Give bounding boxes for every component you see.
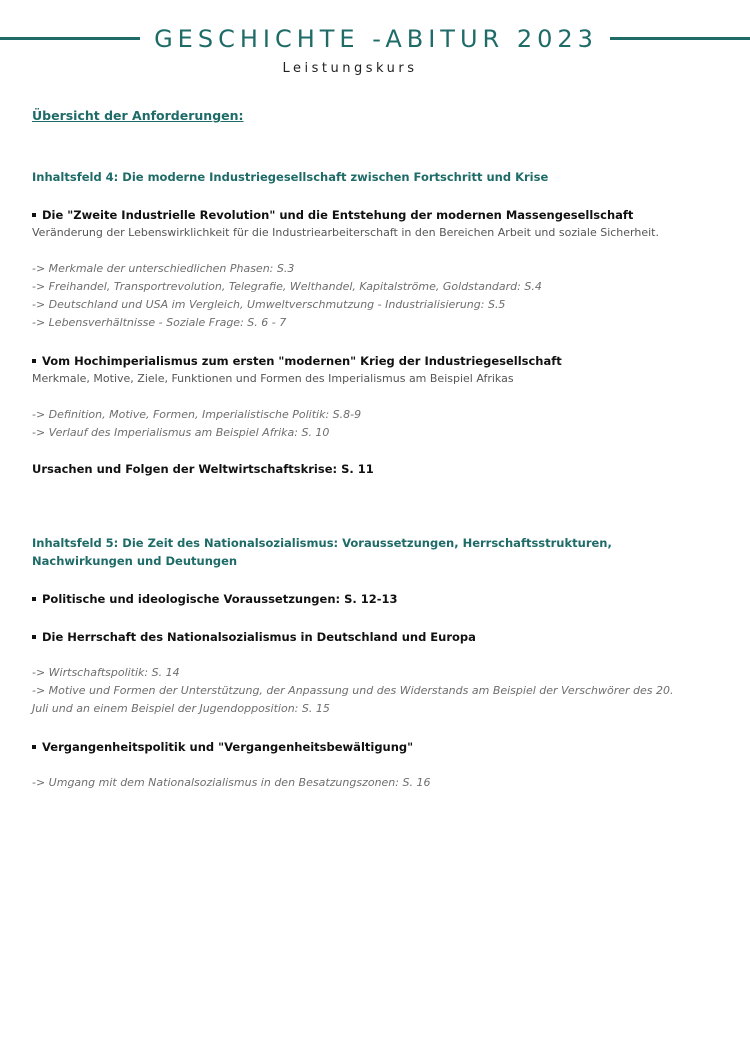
overview-heading: Übersicht der Anforderungen: [32,108,244,123]
field4-topic3-heading: Ursachen und Folgen der Weltwirtschaftskrise: S. 11 [32,462,374,476]
header-rule-left [0,37,140,40]
header-rule-right [610,37,750,40]
field5-topic2-heading-text: Die Herrschaft des Nationalsozialismus in Deutschland und Europa [42,630,476,644]
field4-topic2-desc: Merkmale, Motive, Ziele, Funktionen und Formen des Imperialismus am Beispiel Afrikas [32,372,514,385]
field5-topic3-heading-text: Vergangenheitspolitik und "Vergangenheitsbewältigung" [42,740,414,754]
field5-topic2-ref: -> Wirtschaftspolitik: S. 14 [32,666,180,679]
field4-topic2-heading [32,352,737,370]
field5-topic1-heading-text: Politische und ideologische Voraussetzungen: S. 12-13 [42,592,398,606]
field5-topic3-heading [32,738,737,756]
page-header [0,22,750,56]
field5-topic2-heading [32,628,737,646]
page-title: GESCHICHTE -ABITUR 2023 [154,25,598,53]
field5-topic2-ref: Juli und an einem Beispiel der Jugendopposition: S. 15 [32,702,330,715]
field5-title: Inhaltsfeld 5: Die Zeit des Nationalsozialismus: Voraussetzungen, Herrschaftsstrukturen, [32,536,612,550]
bullet-square-icon [32,359,36,363]
page-subtitle: Leistungskurs [282,61,418,76]
field4-topic1-ref: -> Deutschland und USA im Vergleich, Umweltverschmutzung - Industrialisierung: S.5 [32,298,506,311]
field5-topic1-heading [32,590,737,608]
field4-topic1-heading-text: Die "Zweite Industrielle Revolution" und die Entstehung der modernen Massengesellschaft [42,208,634,222]
field4-topic1-ref: -> Freihandel, Transportrevolution, Telegrafie, Welthandel, Kapitalströme, Goldstandard: S.4 [32,280,542,293]
field4-topic2-ref: -> Definition, Motive, Formen, Imperialistische Politik: S.8-9 [32,408,362,421]
field4-topic1-desc: Veränderung der Lebenswirklichkeit für die Industriearbeiterschaft in den Bereichen Arbeit und soziale Sicherheit. [32,226,659,239]
bullet-square-icon [32,597,36,601]
document-body [32,106,737,792]
field4-topic2-ref: -> Verlauf des Imperialismus am Beispiel Afrika: S. 10 [32,426,330,439]
field5-topic2-ref: -> Motive und Formen der Unterstützung, der Anpassung und des Widerstands am Beispiel der Verschwörer des 20. [32,684,674,697]
field4-title: Inhaltsfeld 4: Die moderne Industriegesellschaft zwischen Fortschritt und Krise [32,170,549,184]
bullet-square-icon [32,745,36,749]
field4-topic2-heading-text: Vom Hochimperialismus zum ersten "modernen" Krieg der Industriegesellschaft [42,354,562,368]
field5-title-continued: Nachwirkungen und Deutungen [32,554,238,568]
field4-topic1-heading [32,206,737,224]
field4-topic1-ref: -> Merkmale der unterschiedlichen Phasen: S.3 [32,262,295,275]
field4-topic1-ref: -> Lebensverhältnisse - Soziale Frage: S. 6 - 7 [32,316,287,329]
bullet-square-icon [32,213,36,217]
bullet-square-icon [32,635,36,639]
field5-topic3-ref: -> Umgang mit dem Nationalsozialismus in den Besatzungszonen: S. 16 [32,776,431,789]
